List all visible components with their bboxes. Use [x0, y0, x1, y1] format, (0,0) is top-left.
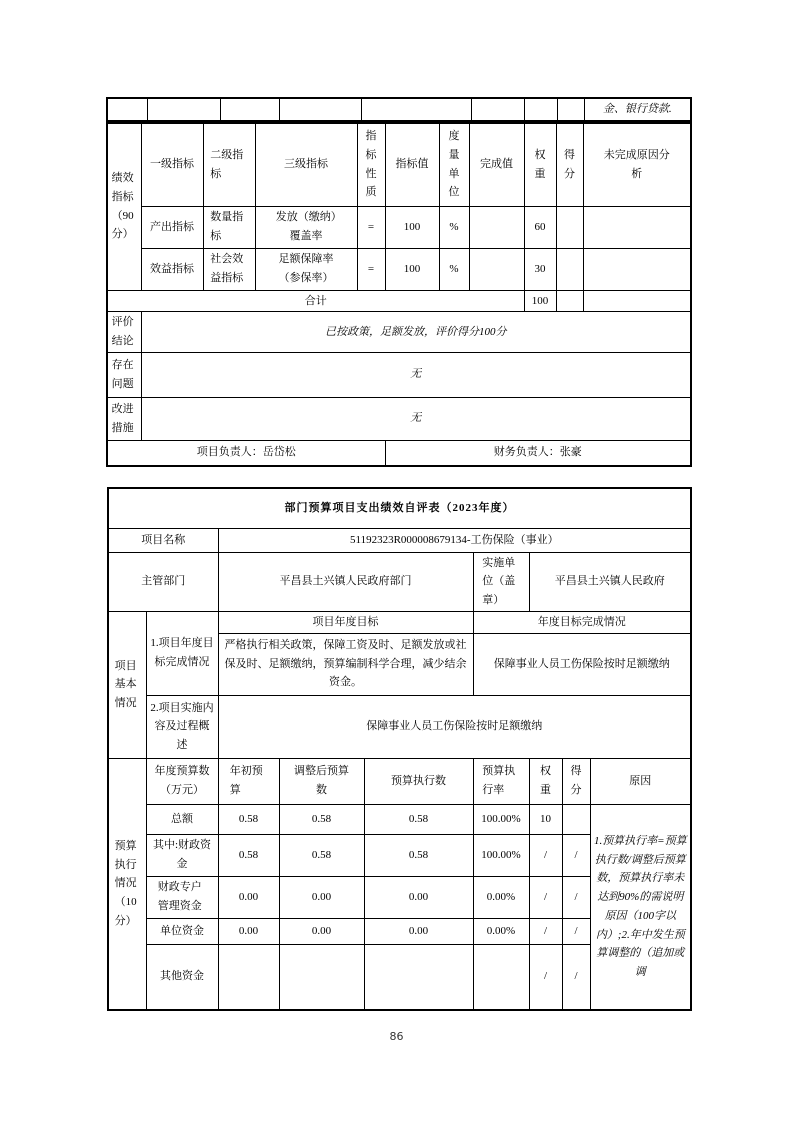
problems-text-cell: 无 [141, 352, 691, 397]
executed-value-cell: 0.58 [364, 804, 473, 834]
cell-text: 存在问题 [111, 358, 134, 390]
problems-label-cell [107, 352, 141, 397]
cell-text: 改进措施 [111, 402, 134, 434]
table-row [107, 206, 691, 248]
goal-text-cell: 严格执行相关政策，保障工资及时、足额发放或社保及时、足额缴纳，预算编制科学合理，减少结余资金。 [218, 633, 473, 695]
cell-text: 权重 [534, 149, 546, 180]
initial-budget-header-cell [218, 758, 279, 804]
budget-section-label-cell [108, 758, 146, 1010]
unit-cell: % [439, 206, 469, 248]
done-cell [469, 206, 524, 248]
budget-row-name-cell: 总额 [146, 804, 218, 834]
implementation-label-cell: 2.项目实施内容及过程概述 [146, 695, 218, 758]
empty-cell [220, 98, 279, 121]
score-value-cell: / [562, 876, 590, 918]
weight-value-cell: / [529, 834, 562, 876]
cell-text: 绩效指标（90分） [111, 172, 134, 241]
reason-header-cell [583, 123, 691, 206]
cell-text: 社会效益指标 [210, 253, 244, 284]
level3-cell [255, 206, 357, 248]
budget-row-name-cell: 其他资金 [146, 944, 218, 1010]
table-title: 部门预算项目支出绩效自评表（2023年度） [108, 488, 691, 528]
table-row [108, 611, 691, 633]
annual-goal-label-cell: 1.项目年度目标完成情况 [146, 611, 218, 695]
dept-label-cell: 主管部门 [108, 552, 218, 611]
rate-value-cell [473, 944, 529, 1010]
initial-value-cell: 0.00 [218, 918, 279, 944]
table-row [107, 248, 691, 290]
adjusted-value-cell: 0.58 [279, 834, 364, 876]
table-row [107, 312, 691, 352]
initial-value-cell: 0.58 [218, 804, 279, 834]
reason-cell [583, 206, 691, 248]
project-lead-cell: 项目负责人：岳岱松 [107, 440, 385, 466]
total-weight-cell: 100 [524, 290, 556, 312]
implementation-text-cell: 保障事业人员工伤保险按时足额缴纳 [218, 695, 691, 758]
table-row [108, 488, 691, 528]
table-row [107, 440, 691, 466]
empty-cell [471, 98, 524, 121]
table-row [107, 98, 691, 121]
executed-value-cell: 0.00 [364, 876, 473, 918]
level1-cell: 产出指标 [141, 206, 203, 248]
weight-value-cell: / [529, 918, 562, 944]
table-row [107, 397, 691, 440]
budget-score-header-cell [562, 758, 590, 804]
value-header-cell: 指标值 [385, 123, 439, 206]
weight-value-cell: / [529, 876, 562, 918]
score-value-cell: / [562, 834, 590, 876]
table-row [107, 352, 691, 397]
empty-cell [107, 98, 147, 121]
rate-value-cell: 100.00% [473, 804, 529, 834]
initial-value-cell: 0.58 [218, 834, 279, 876]
rate-value-cell: 0.00% [473, 876, 529, 918]
budget-weight-header-cell [529, 758, 562, 804]
score-value-cell [562, 804, 590, 834]
total-label-cell: 合计 [107, 290, 524, 312]
budget-row-name-cell: 单位资金 [146, 918, 218, 944]
total-reason-cell [583, 290, 691, 312]
dept-value-cell: 平昌县土兴镇人民政府部门 [218, 552, 473, 611]
score-value-cell: / [562, 944, 590, 1010]
executed-value-cell [364, 944, 473, 1010]
adjusted-budget-header-cell [279, 758, 364, 804]
measures-text-cell: 无 [141, 397, 691, 440]
reason-cell [583, 248, 691, 290]
done-cell [469, 248, 524, 290]
cell-text: 度量单位 [448, 130, 460, 199]
initial-value-cell: 0.00 [218, 876, 279, 918]
cell-text: 实施单位（盖章） [482, 556, 516, 606]
continuation-row-table [106, 97, 692, 122]
value-cell: 100 [385, 248, 439, 290]
impl-unit-label-cell [473, 552, 529, 611]
weight-value-cell: / [529, 944, 562, 1010]
executed-budget-header-cell: 预算执行数 [364, 758, 473, 804]
score-cell [556, 248, 583, 290]
level3-header-cell: 三级指标 [255, 123, 357, 206]
level1-cell: 效益指标 [141, 248, 203, 290]
table-row [107, 290, 691, 312]
cell-text: 得分 [570, 765, 582, 797]
initial-value-cell [218, 944, 279, 1010]
nature-header-cell [357, 123, 385, 206]
nature-cell: = [357, 206, 385, 248]
cell-text: 足额保障率（参保率） [278, 253, 334, 284]
weight-value-cell: 10 [529, 804, 562, 834]
conclusion-text-cell: 已按政策，足额发放，评价得分100分 [141, 312, 691, 352]
cell-text: 发放（缴纳）覆盖率 [275, 211, 337, 242]
nature-cell: = [357, 248, 385, 290]
level2-cell [203, 248, 255, 290]
level2-cell [203, 206, 255, 248]
empty-cell [147, 98, 220, 121]
cell-text: 预算执行情况（10分） [114, 840, 137, 927]
project-name-value-cell: 51192323R000008679134-工伤保险（事业） [218, 528, 691, 552]
rate-value-cell: 100.00% [473, 834, 529, 876]
budget-reason-text-cell: 1.预算执行率=预算执行数/调整后预算数，预算执行率未达到90%的需说明原因（100字以内）;2.年中发生预算调整的（追加或调 [590, 804, 691, 1010]
measures-label-cell [107, 397, 141, 440]
rate-value-cell: 0.00% [473, 918, 529, 944]
adjusted-value-cell: 0.00 [279, 918, 364, 944]
continuation-text-cell: 金、银行贷款. [584, 98, 691, 121]
table-row [108, 552, 691, 611]
cell-text: 调整后预算数 [294, 765, 349, 797]
level1-header-cell: 一级指标 [141, 123, 203, 206]
basic-info-label-cell [108, 611, 146, 758]
table-row [108, 528, 691, 552]
adjusted-value-cell: 0.00 [279, 876, 364, 918]
impl-unit-value-cell: 平昌县土兴镇人民政府 [529, 552, 691, 611]
level3-cell [255, 248, 357, 290]
table-row [108, 804, 691, 834]
cell-text: 得分 [563, 149, 575, 180]
weight-cell: 60 [524, 206, 556, 248]
weight-cell: 30 [524, 248, 556, 290]
execution-rate-header-cell [473, 758, 529, 804]
page-number: 86 [389, 1030, 404, 1043]
empty-cell [524, 98, 557, 121]
cell-text: 未完成原因分析 [603, 149, 670, 180]
annual-budget-header-cell: 年度预算数（万元） [146, 758, 218, 804]
unit-cell: % [439, 248, 469, 290]
adjusted-value-cell: 0.58 [279, 804, 364, 834]
goal-header-cell: 项目年度目标 [218, 611, 473, 633]
cell-text: 数量指标 [210, 211, 244, 242]
table-row [107, 123, 691, 206]
total-score-cell [556, 290, 583, 312]
weight-header-cell [524, 123, 556, 206]
cell-text: 预算执行率 [482, 765, 516, 797]
adjusted-value-cell [279, 944, 364, 1010]
status-text-cell: 保障事业人员工伤保险按时足额缴纳 [473, 633, 691, 695]
score-value-cell: / [562, 918, 590, 944]
cell-text: 权重 [539, 765, 551, 797]
cell-text: 评价结论 [111, 316, 134, 347]
cell-text: 财政专户管理资金 [157, 881, 202, 913]
indicator-group-cell [107, 123, 141, 290]
project-name-label-cell: 项目名称 [108, 528, 218, 552]
executed-value-cell: 0.00 [364, 918, 473, 944]
empty-cell [279, 98, 361, 121]
score-header-cell [556, 123, 583, 206]
cell-text: 指标性质 [365, 130, 377, 199]
cell-text: 年初预算 [229, 765, 263, 797]
budget-row-name-cell: 其中:财政资金 [146, 834, 218, 876]
performance-indicator-table [106, 122, 692, 467]
budget-row-name-cell [146, 876, 218, 918]
cell-text: 项目基本情况 [114, 659, 137, 709]
self-evaluation-table [107, 487, 692, 1011]
done-header-cell: 完成值 [469, 123, 524, 206]
cell-text: 二级指标 [210, 149, 244, 180]
status-header-cell: 年度目标完成情况 [473, 611, 691, 633]
empty-cell [557, 98, 584, 121]
executed-value-cell: 0.58 [364, 834, 473, 876]
unit-header-cell [439, 123, 469, 206]
value-cell: 100 [385, 206, 439, 248]
finance-lead-cell: 财务负责人：张豪 [385, 440, 691, 466]
table-row [108, 695, 691, 758]
level2-header-cell [203, 123, 255, 206]
table-row [108, 758, 691, 804]
budget-reason-header-cell: 原因 [590, 758, 691, 804]
empty-cell [361, 98, 471, 121]
conclusion-label-cell [107, 312, 141, 352]
score-cell [556, 206, 583, 248]
